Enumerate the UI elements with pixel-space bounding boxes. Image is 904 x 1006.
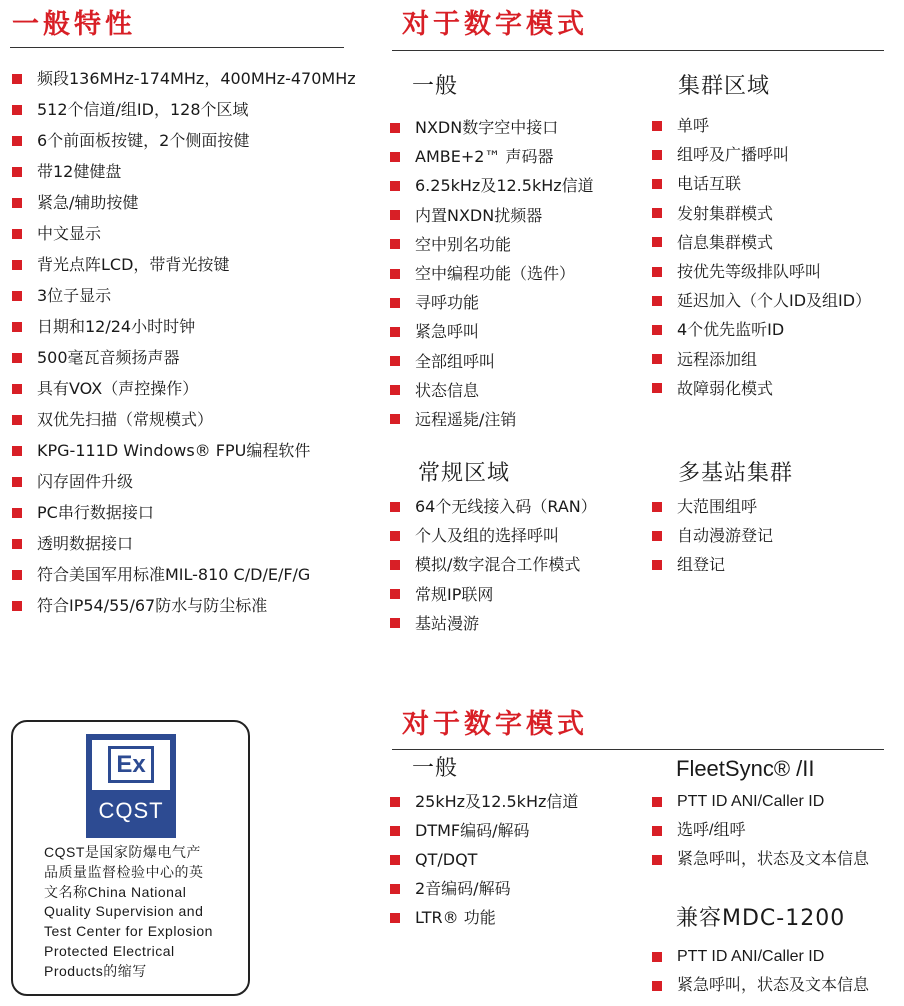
list-item: NXDN数字空中接口 xyxy=(390,113,594,142)
trunked-list xyxy=(652,111,871,403)
list-item: 故障弱化模式 xyxy=(652,374,871,403)
list-item: 发射集群模式 xyxy=(652,199,871,228)
list-item: 频段136MHz-174MHz，400MHz-470MHz xyxy=(12,63,356,94)
list-item: 单呼 xyxy=(652,111,871,140)
mdc-subheading: 兼容MDC-1200 xyxy=(676,906,846,931)
list-item: 符合IP54/55/67防水与防尘标准 xyxy=(12,590,356,621)
list-item: 2音编码/解码 xyxy=(390,874,578,903)
mdc-list xyxy=(652,942,869,1000)
list-item: 500毫瓦音频扬声器 xyxy=(12,342,356,373)
list-item: 3位子显示 xyxy=(12,280,356,311)
list-item: 全部组呼叫 xyxy=(390,347,594,376)
list-item: 空中别名功能 xyxy=(390,230,594,259)
list-item: 寻呼功能 xyxy=(390,288,594,317)
list-item: 6个前面板按键，2个侧面按健 xyxy=(12,125,356,156)
cqst-description xyxy=(44,843,239,982)
conventional-subheading: 常规区域 xyxy=(418,461,511,486)
trunked-subheading: 集群区域 xyxy=(678,74,771,99)
digital-mode-heading: 对于数字模式 xyxy=(402,9,588,40)
fleetsync-list xyxy=(652,787,869,874)
list-item: 背光点阵LCD，带背光按键 xyxy=(12,249,356,280)
list-item: 组登记 xyxy=(652,550,773,579)
cqst-description-line: CQST是国家防爆电气产 xyxy=(44,844,201,860)
list-item: 选呼/组呼 xyxy=(652,816,869,845)
cqst-ex-logo xyxy=(86,734,176,838)
list-item: LTR® 功能 xyxy=(390,903,578,932)
list-item: 带12健健盘 xyxy=(12,156,356,187)
general-features-rule xyxy=(10,47,344,48)
digital-general-subheading: 一般 xyxy=(412,74,459,99)
list-item: 远程遥毙/注销 xyxy=(390,405,594,434)
list-item: 内置NXDN扰频器 xyxy=(390,201,594,230)
list-item: 紧急/辅助按健 xyxy=(12,187,356,218)
list-item: 闪存固件升级 xyxy=(12,466,356,497)
digital-mode-rule xyxy=(392,50,884,51)
list-item: 电话互联 xyxy=(652,169,871,198)
list-item: 6.25kHz及12.5kHz信道 xyxy=(390,171,594,200)
list-item: 透明数据接口 xyxy=(12,528,356,559)
list-item: 紧急呼叫，状态及文本信息 xyxy=(652,971,869,1000)
list-item: 自动漫游登记 xyxy=(652,521,773,550)
multisite-subheading: 多基站集群 xyxy=(678,461,794,486)
list-item: 符合美国军用标准MIL-810 C/D/E/F/G xyxy=(12,559,356,590)
general-features-list xyxy=(12,63,356,621)
cqst-description-line: Test Center for Explosion xyxy=(44,923,213,940)
list-item: KPG-111D Windows® FPU编程软件 xyxy=(12,435,356,466)
list-item: 紧急呼叫，状态及文本信息 xyxy=(652,845,869,874)
list-item: 日期和12/24小时时钟 xyxy=(12,311,356,342)
ex-mark: Ex xyxy=(108,746,154,783)
list-item: 中文显示 xyxy=(12,218,356,249)
list-item: 组呼及广播呼叫 xyxy=(652,140,871,169)
list-item: PTT ID ANI/Caller ID xyxy=(652,942,869,971)
list-item: AMBE+2™ 声码器 xyxy=(390,142,594,171)
cqst-description-line: Protected Electrical xyxy=(44,942,175,959)
analog-mode-rule xyxy=(392,749,884,750)
list-item: 状态信息 xyxy=(390,376,594,405)
list-item: 信息集群模式 xyxy=(652,228,871,257)
list-item: 64个无线接入码（RAN） xyxy=(390,492,597,521)
cqst-description-line: 品质量监督检验中心的英 xyxy=(44,863,204,880)
cqst-mark: CQST xyxy=(98,798,164,823)
cqst-description-line: Products的缩写 xyxy=(44,962,147,979)
multisite-list xyxy=(652,492,773,580)
analog-mode-heading: 对于数字模式 xyxy=(402,709,588,740)
general-features-heading: 一般特性 xyxy=(12,9,136,40)
list-item: 4个优先监听ID xyxy=(652,315,871,344)
list-item: 常规IP联网 xyxy=(390,580,597,609)
list-item: 按优先等级排队呼叫 xyxy=(652,257,871,286)
list-item: 25kHz及12.5kHz信道 xyxy=(390,787,578,816)
list-item: QT/DQT xyxy=(390,845,578,874)
fleetsync-subheading: FleetSync® /II xyxy=(676,756,815,781)
list-item: 512个信道/组ID，128个区域 xyxy=(12,94,356,125)
logo-top-panel xyxy=(92,740,170,790)
list-item: 基站漫游 xyxy=(390,609,597,638)
list-item: 大范围组呼 xyxy=(652,492,773,521)
conventional-list xyxy=(390,492,597,638)
list-item: 远程添加组 xyxy=(652,345,871,374)
analog-general-list xyxy=(390,787,578,932)
list-item: 个人及组的选择呼叫 xyxy=(390,521,597,550)
list-item: 模拟/数字混合工作模式 xyxy=(390,550,597,579)
list-item: 具有VOX（声控操作） xyxy=(12,373,356,404)
analog-general-subheading: 一般 xyxy=(412,756,459,781)
list-item: 双优先扫描（常规模式） xyxy=(12,404,356,435)
cqst-description-line: 文名称China National xyxy=(44,883,187,900)
list-item: 空中编程功能（选件） xyxy=(390,259,594,288)
digital-general-list xyxy=(390,113,594,434)
cqst-description-line: Quality Supervision and xyxy=(44,903,204,920)
list-item: PTT ID ANI/Caller ID xyxy=(652,787,869,816)
list-item: 紧急呼叫 xyxy=(390,317,594,346)
list-item: DTMF编码/解码 xyxy=(390,816,578,845)
list-item: PC串行数据接口 xyxy=(12,497,356,528)
list-item: 延迟加入（个人ID及组ID） xyxy=(652,286,871,315)
